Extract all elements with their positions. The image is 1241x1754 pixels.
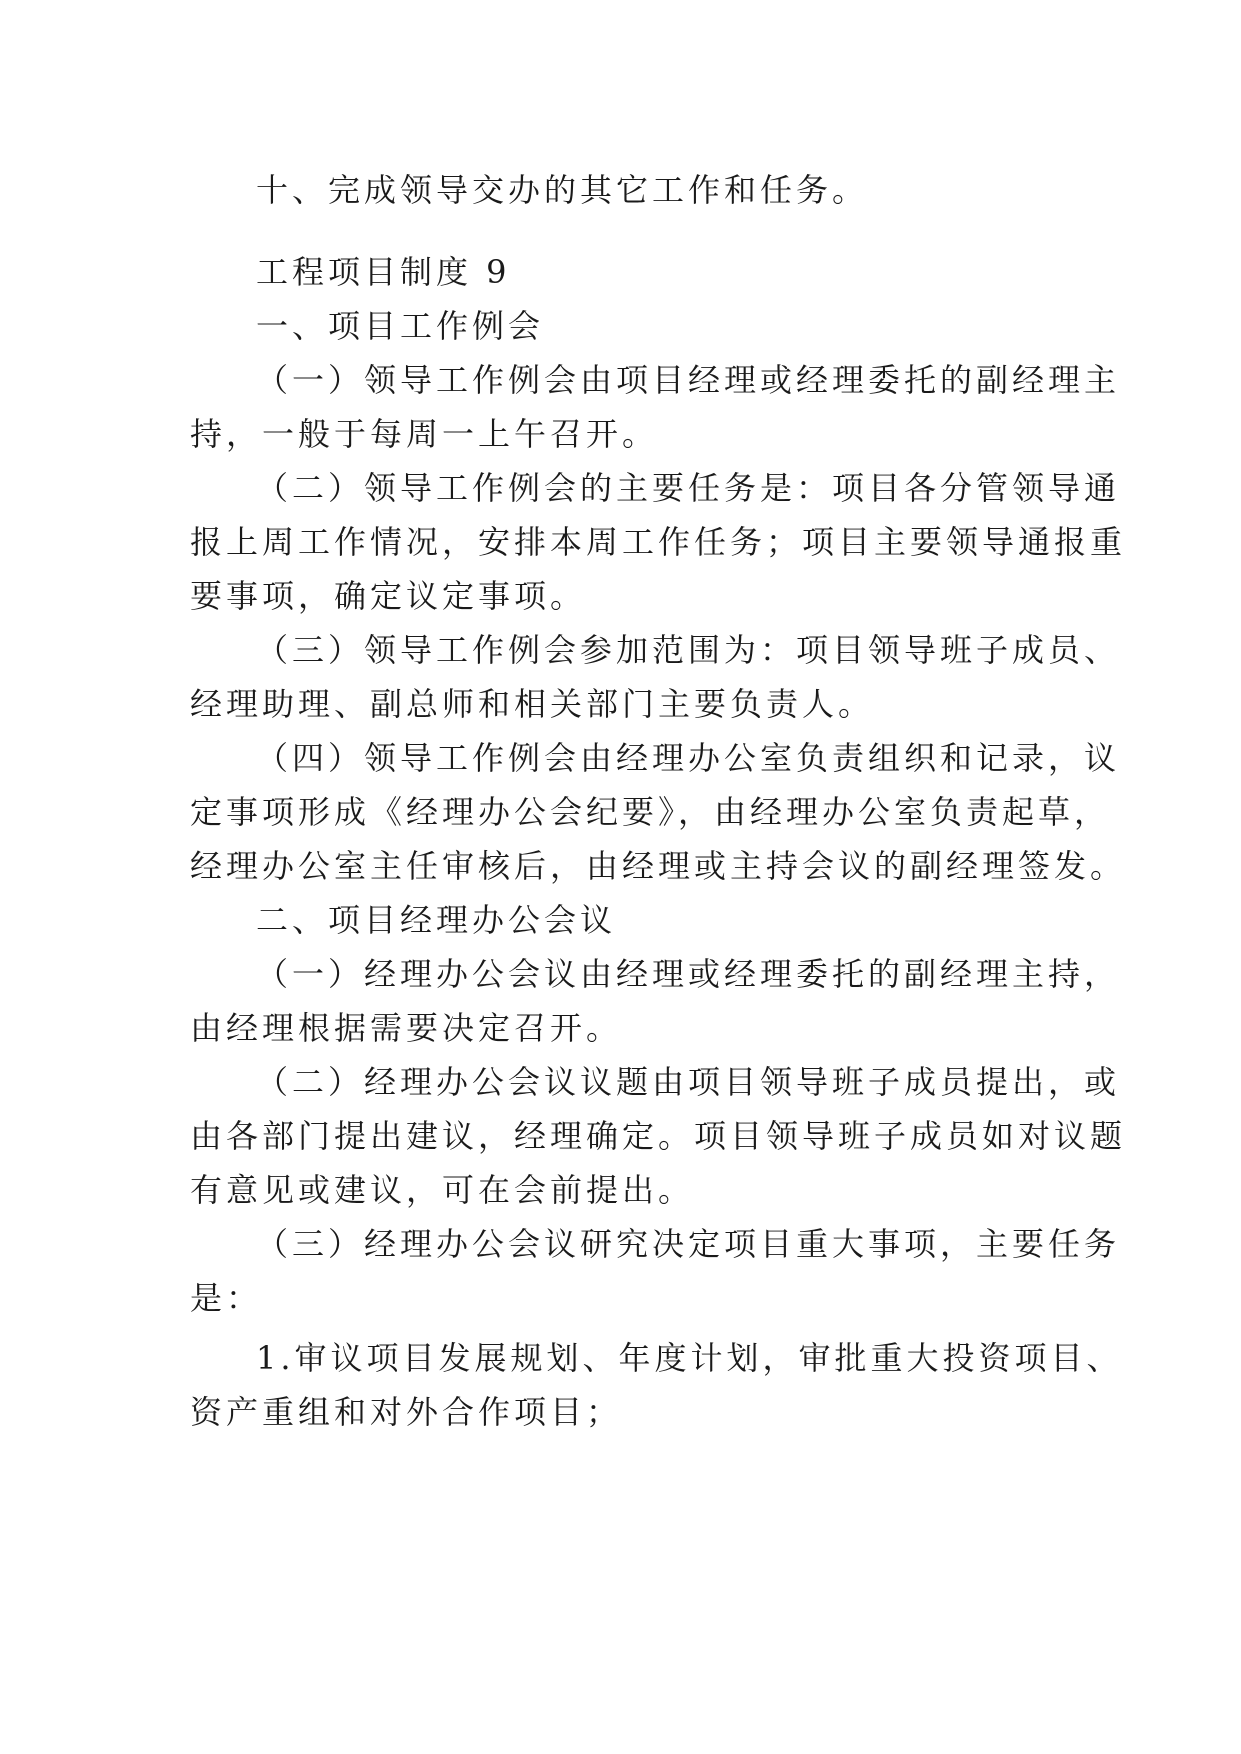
paragraph-line: 十、完成领导交办的其它工作和任务。	[256, 171, 869, 209]
paragraph-line: （三）经理办公会议研究决定项目重大事项，主要任务	[256, 1225, 1121, 1263]
paragraph-line: 经理助理、副总师和相关部门主要负责人。	[190, 685, 875, 723]
paragraph-line: （三）领导工作例会参加范围为：项目领导班子成员、	[256, 631, 1121, 669]
paragraph-line: 有意见或建议，可在会前提出。	[190, 1171, 695, 1209]
paragraph-line: 由经理根据需要决定召开。	[190, 1009, 623, 1047]
paragraph-line: 经理办公室主任审核后，由经理或主持会议的副经理签发。	[190, 847, 1127, 885]
paragraph-line: 由各部门提出建议，经理确定。项目领导班子成员如对议题	[190, 1117, 1127, 1155]
section-title: 工程项目制度 9	[256, 253, 511, 291]
paragraph-line: （一）经理办公会议由经理或经理委托的副经理主持，	[256, 955, 1121, 993]
paragraph-line: （一）领导工作例会由项目经理或经理委托的副经理主	[256, 361, 1121, 399]
paragraph-line: 持，一般于每周一上午召开。	[190, 415, 659, 453]
paragraph-line: （二）经理办公会议议题由项目领导班子成员提出，或	[256, 1063, 1121, 1101]
list-item-line: 1.审议项目发展规划、年度计划，审批重大投资项目、	[256, 1339, 1123, 1377]
paragraph-line: 报上周工作情况，安排本周工作任务；项目主要领导通报重	[190, 523, 1127, 561]
paragraph-line: （四）领导工作例会由经理办公室负责组织和记录，议	[256, 739, 1121, 777]
list-item-line: 资产重组和对外合作项目；	[190, 1393, 623, 1431]
heading-1: 一、项目工作例会	[256, 307, 545, 345]
paragraph-line: 是：	[190, 1279, 263, 1317]
paragraph-line: 定事项形成《经理办公会纪要》，由经理办公室负责起草，	[190, 793, 1111, 831]
paragraph-line: （二）领导工作例会的主要任务是：项目各分管领导通	[256, 469, 1121, 507]
paragraph-line: 要事项，确定议定事项。	[190, 577, 587, 615]
heading-2: 二、项目经理办公会议	[256, 901, 617, 939]
